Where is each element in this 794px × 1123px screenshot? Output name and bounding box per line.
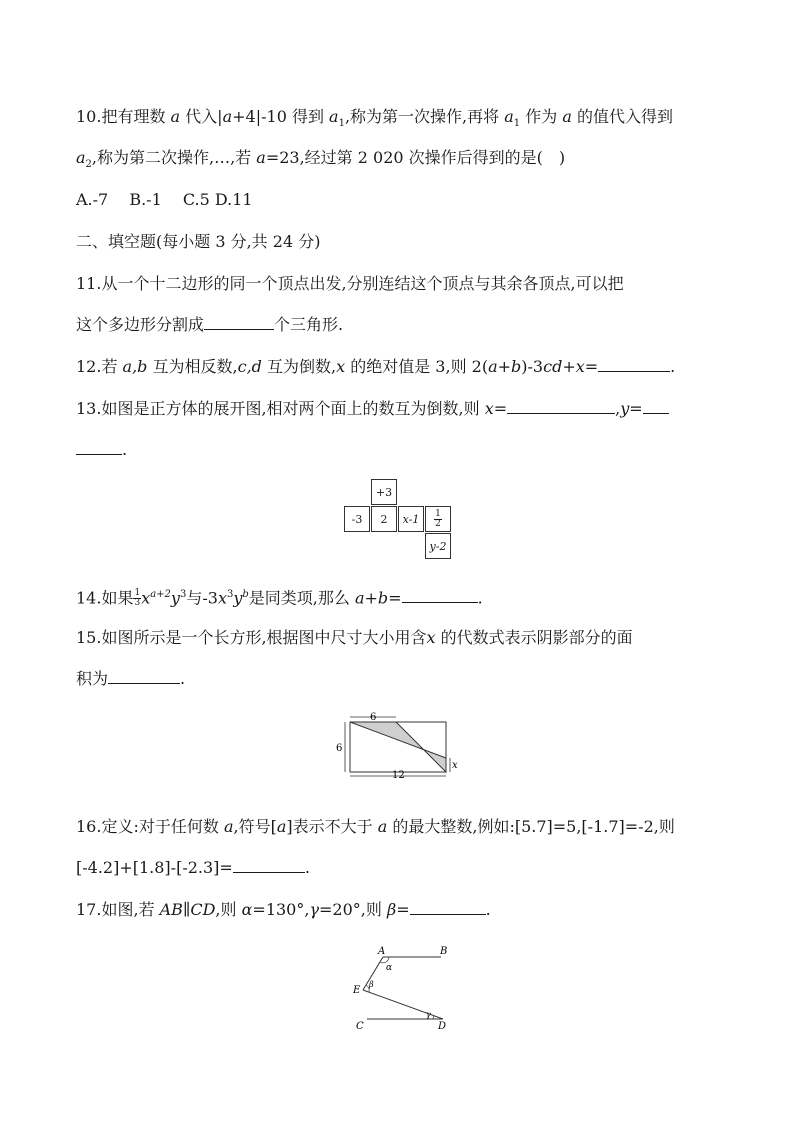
answer-blank <box>204 315 274 330</box>
cube-face-y: y-2 <box>425 533 451 559</box>
answer-blank <box>410 900 486 915</box>
q16-line1: 16.定义:对于任何数 a,符号[a]表示不大于 a 的最大整数,例如:[5.7]=5,[-1.7]=-2,则 <box>76 817 675 836</box>
q16-line2: [-4.2]+[1.8]-[-2.3]= . <box>76 858 310 877</box>
cube-face-top: +3 <box>371 479 397 505</box>
answer-blank <box>402 588 478 603</box>
q15-line1: 15.如图所示是一个长方形,根据图中尺寸大小用含x 的代数式表示阴影部分的面 <box>76 628 633 647</box>
q10-line1: 10.把有理数 a 代入|a+4|-10 得到 $a_1$,称为第一次操作,再将 $a_1$ 作为 a 的值代入得到 <box>76 107 673 130</box>
label-left-6: 6 <box>336 743 343 754</box>
q10-options: A.-7 B.-1 C.5 D.11 <box>76 190 253 209</box>
cube-face-half <box>425 506 451 532</box>
rectangle-figure <box>336 710 466 778</box>
q13-line2: . <box>76 440 127 460</box>
segment-ED <box>363 990 443 1019</box>
point-D: D <box>438 1021 447 1032</box>
cube-face-left: -3 <box>344 506 370 532</box>
answer-blank <box>108 669 180 684</box>
q13-line1: 13.如图是正方体的展开图,相对两个面上的数互为倒数,则 x= ,y= <box>76 399 669 419</box>
answer-blank-x <box>507 399 615 414</box>
cube-face-x: x-1 <box>398 506 424 532</box>
cube-face-center: 2 <box>371 506 397 532</box>
q11-line1: 11.从一个十二边形的同一个顶点出发,分别连结这个顶点与其余各顶点,可以把 <box>76 274 624 293</box>
q14-line: 14.如果 $\frac{1}{3}$ $x^{a+2}y^3$与$-3x^3y^b$是同类项,那么 a+b= . <box>76 588 483 609</box>
point-B: B <box>440 946 448 957</box>
q11-line2: 这个多边形分割成 个三角形. <box>76 315 344 334</box>
label-right-x: x <box>452 760 458 771</box>
fraction: $\frac{1}{2}$ <box>435 508 441 529</box>
answer-blank-y <box>643 399 669 414</box>
answer-blank <box>598 357 670 372</box>
q17-line: 17.如图,若 AB∥CD,则 α=130°,γ=20°,则 β= . <box>76 900 491 919</box>
label-beta: β <box>369 980 374 989</box>
cube-net-figure <box>344 479 454 559</box>
section-title: 二、填空题(每小题 3 分,共 24 分) <box>76 232 321 251</box>
parallel-lines-figure <box>345 942 465 1034</box>
label-top-6: 6 <box>370 712 377 723</box>
point-A: A <box>378 946 386 957</box>
point-E: E <box>353 985 361 996</box>
shaded-region <box>350 722 446 772</box>
label-bottom-12: 12 <box>392 770 405 778</box>
label-gamma: γ <box>426 1010 431 1019</box>
q12-line: 12.若 a,b 互为相反数,c,d 互为倒数,x 的绝对值是 3,则 2(a+b)-3cd+x= . <box>76 357 676 376</box>
answer-blank <box>233 858 305 873</box>
answer-blank-y-cont <box>76 440 122 455</box>
q10-line2: $a_2$,称为第二次操作,…,若 a=23,经过第 2 020 次操作后得到的是( ) <box>76 148 566 171</box>
point-C: C <box>356 1021 364 1032</box>
fraction: $\frac{1}{3}$ <box>134 588 141 609</box>
label-alpha: α <box>386 963 393 973</box>
q15-line2: 积为 . <box>76 669 186 688</box>
